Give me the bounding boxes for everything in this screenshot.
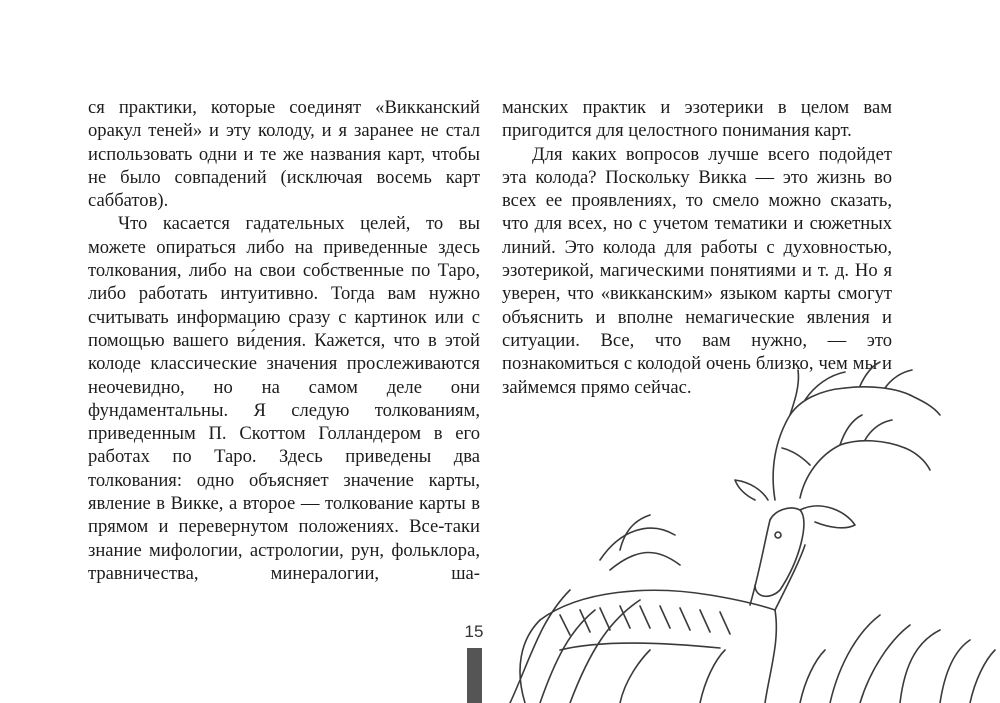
page-edge-tab [467,648,482,703]
page-number: 15 [464,622,484,641]
right-paragraph-1: манских практик и эзотерики в целом вам пригодится для целостного понимания карт. [502,97,892,142]
right-paragraph-2: Для каких вопросов лучше всего подойдет эта колода? Поскольку Викка — это жизнь во всех ее проявлениях, то смело можно сказать, что для всех, но с учетом тематики и сюжетных линий. Это колода для работы с духовностью, эзотерикой, магическими понятиями и т. д. Но я уверен, что «викканским» языком карты смогут объяснить и вполне немагические явления и ситуации. Все, что вам нужно, — это познакомиться с колодой очень близко, чем мы и займемся прямо сейчас. [502,143,892,398]
left-paragraph-2: Что касается гадательных целей, то вы можете опираться либо на приведенные здесь толкования, либо на свои собственные по Таро, либо работать интуитивно. Тогда вам нужно считывать информацию сразу с картинок или с помощью вашего ви́дения. Кажется, что в этой колоде классические значения прослеживаются неочевидно, но на самом деле они фундаментальны. Я следую толкованиям, приведенным П. Скоттом Голландером в его работах по Таро. Здесь приведены два толкования: одно объясняет значение карты, явление в Викке, а второе — толкование карты в прямом и перевернутом положениях. Все-таки знание мифологии, астрологии, рун, фольклора, травничества, минералогии, ша- [88,213,480,584]
right-column [502,96,892,399]
left-paragraph-1: ся практики, которые соединят «Викканский оракул теней» и эту колоду, и я заранее не стал использовать одни и те же названия карт, чтобы не было совпадений (исключая восемь карт саббатов). [88,97,480,212]
deer-engraving-icon [500,360,1000,703]
left-column [88,96,480,585]
